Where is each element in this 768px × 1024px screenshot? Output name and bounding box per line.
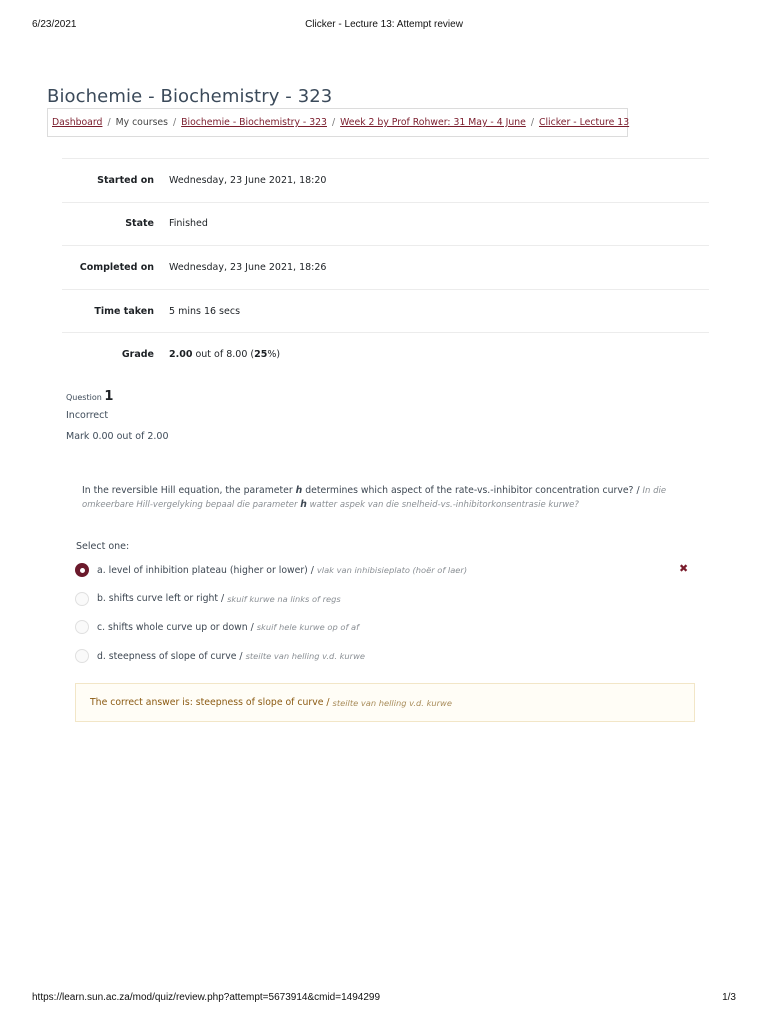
grade-outof: out of 8.00 (	[192, 349, 255, 361]
breadcrumb-quiz[interactable]: Clicker - Lecture 13	[538, 117, 630, 128]
question-info	[66, 389, 169, 442]
breadcrumb-my-courses: My courses	[115, 117, 168, 128]
summary-value: Finished	[169, 218, 208, 230]
radio-button[interactable]	[75, 649, 89, 663]
summary-label: Started on	[97, 174, 154, 186]
grade-percent: 25	[254, 349, 268, 361]
summary-label: Time taken	[94, 305, 154, 317]
print-title: Clicker - Lecture 13: Attempt review	[305, 19, 463, 30]
print-header	[32, 19, 736, 33]
summary-value: Wednesday, 23 June 2021, 18:20	[169, 174, 327, 186]
summary-row-started	[62, 158, 709, 202]
grade-score: 2.00	[169, 349, 193, 361]
answer-options	[75, 556, 695, 670]
summary-label: State	[125, 218, 154, 230]
incorrect-icon: ✖	[679, 562, 689, 575]
breadcrumb-week[interactable]: Week 2 by Prof Rohwer: 31 May - 4 June	[340, 117, 526, 128]
option-text: c. shifts whole curve up or down /	[97, 621, 254, 633]
attempt-summary-table	[62, 158, 709, 376]
print-page-number: 1/3	[722, 992, 736, 1003]
question-text-en: In the reversible Hill equation, the parameter	[82, 485, 296, 496]
option-text-af: vlak van inhibisieplato (hoër of laer)	[316, 565, 468, 576]
breadcrumb-course[interactable]: Biochemie - Biochemistry - 323	[181, 117, 327, 128]
print-date: 6/23/2021	[32, 19, 77, 30]
question-text-en-post: determines which aspect of the rate-vs.-inhibitor concentration curve? /	[302, 485, 643, 496]
answer-option-a[interactable]	[75, 556, 695, 585]
option-text: b. shifts curve left or right /	[97, 593, 225, 605]
breadcrumb-separator: /	[530, 117, 534, 128]
question-number	[66, 389, 169, 404]
print-url: https://learn.sun.ac.za/mod/quiz/review.php?attempt=5673914&cmid=1494299	[32, 992, 381, 1003]
question-state: Incorrect	[66, 410, 109, 421]
correct-answer-feedback	[75, 683, 695, 722]
answer-option-d[interactable]	[75, 642, 695, 671]
select-one-label: Select one:	[76, 541, 130, 552]
radio-button[interactable]	[75, 592, 89, 606]
summary-row-state	[62, 202, 709, 246]
grade-value	[169, 349, 280, 360]
option-text: a. level of inhibition plateau (higher or lower) /	[97, 564, 314, 576]
summary-row-grade	[62, 332, 709, 376]
breadcrumb-separator: /	[173, 117, 177, 128]
answer-option-b[interactable]	[75, 585, 695, 614]
question-mark: Mark 0.00 out of 2.00	[66, 431, 169, 442]
breadcrumb-separator: /	[331, 117, 336, 128]
option-text-af: skuif kurwe na links of regs	[227, 593, 341, 604]
question-param-af: h	[300, 499, 307, 510]
question-param: h	[295, 485, 303, 496]
option-text: d. steepness of slope of curve /	[97, 650, 243, 662]
breadcrumb	[47, 108, 628, 137]
option-text-af: skuif hele kurwe op of af	[256, 622, 360, 633]
question-text-af-post: watter aspek van die snelheid-vs.-inhibitorkonsentrasie kurwe?	[306, 500, 579, 510]
answer-option-c[interactable]	[75, 613, 695, 642]
breadcrumb-separator: /	[107, 117, 111, 128]
summary-row-completed	[62, 245, 709, 289]
feedback-text: The correct answer is: steepness of slope of curve /	[90, 697, 330, 708]
summary-label: Grade	[121, 349, 154, 361]
question-number-value: 1	[104, 389, 114, 404]
summary-value: Wednesday, 23 June 2021, 18:26	[169, 261, 327, 273]
question-text	[82, 484, 682, 512]
option-text-af: steilte van helling v.d. kurwe	[245, 651, 365, 662]
question-label: Question	[66, 393, 102, 402]
breadcrumb-dashboard[interactable]: Dashboard	[52, 117, 103, 128]
summary-row-time	[62, 289, 709, 333]
grade-end: %)	[267, 349, 281, 361]
print-footer	[32, 992, 736, 1006]
feedback-text-af: steilte van helling v.d. kurwe	[332, 697, 452, 708]
course-title: Biochemie - Biochemistry - 323	[47, 86, 333, 107]
radio-button[interactable]	[75, 620, 89, 634]
question-text-af: In die omkeerbare Hill-vergelyking bepaal die parameter	[82, 486, 667, 510]
summary-value: 5 mins 16 secs	[169, 305, 241, 317]
radio-button-checked[interactable]	[75, 563, 89, 577]
summary-label: Completed on	[79, 261, 154, 273]
